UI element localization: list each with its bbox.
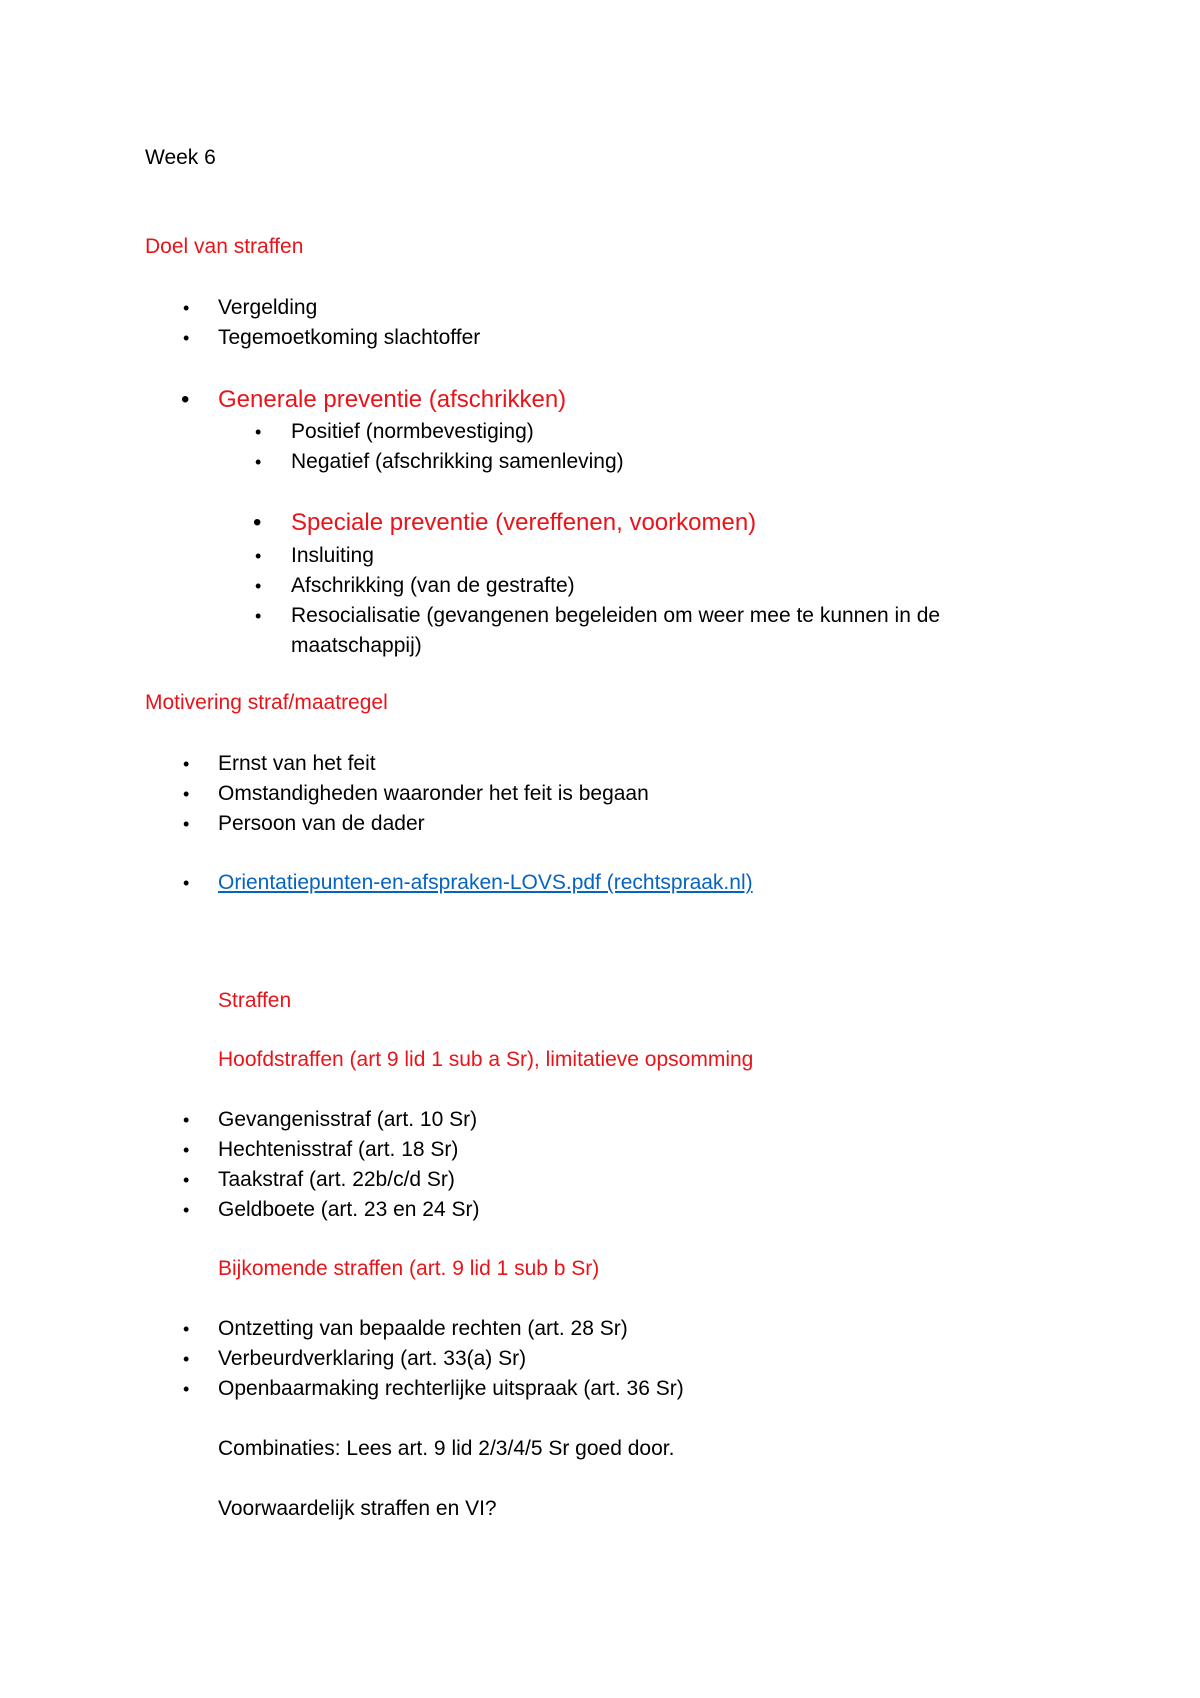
list-item: Omstandigheden waaronder het feit is begaan xyxy=(218,782,649,805)
bullet-icon: • xyxy=(253,509,262,536)
heading-hoofdstraffen: Hoofdstraffen (art 9 lid 1 sub a Sr), limitatieve opsomming xyxy=(218,1048,754,1071)
heading-bijkomende-straffen: Bijkomende straffen (art. 9 lid 1 sub b Sr) xyxy=(218,1257,600,1280)
bullet-icon: • xyxy=(183,754,190,774)
bullet-icon: • xyxy=(183,873,190,893)
bullet-icon: • xyxy=(183,1349,190,1369)
bullet-icon: • xyxy=(183,328,190,348)
lovs-pdf-link[interactable]: Orientatiepunten-en-afspraken-LOVS.pdf (rechtspraak.nl) xyxy=(218,871,753,894)
list-item: Ontzetting van bepaalde rechten (art. 28 Sr) xyxy=(218,1317,628,1340)
bullet-icon: • xyxy=(255,546,262,566)
list-item: Vergelding xyxy=(218,296,318,319)
bullet-icon: • xyxy=(181,386,190,413)
list-item: Gevangenisstraf (art. 10 Sr) xyxy=(218,1108,478,1131)
list-item: Negatief (afschrikking samenleving) xyxy=(291,450,624,473)
bullet-icon: • xyxy=(183,1140,190,1160)
bullet-icon: • xyxy=(183,1200,190,1220)
bullet-icon: • xyxy=(255,606,262,626)
list-item: Hechtenisstraf (art. 18 Sr) xyxy=(218,1138,459,1161)
bullet-icon: • xyxy=(255,576,262,596)
bullet-icon: • xyxy=(183,1319,190,1339)
bullet-icon: • xyxy=(255,422,262,442)
list-item-continuation: maatschappij) xyxy=(291,634,422,657)
week-title: Week 6 xyxy=(145,146,216,169)
bullet-icon: • xyxy=(183,814,190,834)
heading-speciale-preventie: Speciale preventie (vereffenen, voorkomen) xyxy=(291,509,757,536)
voorwaardelijk-note: Voorwaardelijk straffen en VI? xyxy=(218,1497,497,1520)
list-item: Ernst van het feit xyxy=(218,752,376,775)
bullet-icon: • xyxy=(255,452,262,472)
bullet-icon: • xyxy=(183,298,190,318)
bullet-icon: • xyxy=(183,1110,190,1130)
list-item: Tegemoetkoming slachtoffer xyxy=(218,326,481,349)
bullet-icon: • xyxy=(183,1379,190,1399)
list-item: Positief (normbevestiging) xyxy=(291,420,534,443)
list-item: Afschrikking (van de gestrafte) xyxy=(291,574,575,597)
list-item: Geldboete (art. 23 en 24 Sr) xyxy=(218,1198,480,1221)
list-item: Resocialisatie (gevangenen begeleiden om weer mee te kunnen in de xyxy=(291,604,941,627)
combinaties-note: Combinaties: Lees art. 9 lid 2/3/4/5 Sr goed door. xyxy=(218,1437,675,1460)
list-item: Persoon van de dader xyxy=(218,812,425,835)
heading-straffen: Straffen xyxy=(218,989,292,1012)
list-item: Insluiting xyxy=(291,544,374,567)
heading-motivering: Motivering straf/maatregel xyxy=(145,691,388,714)
list-item: Openbaarmaking rechterlijke uitspraak (art. 36 Sr) xyxy=(218,1377,684,1400)
bullet-icon: • xyxy=(183,784,190,804)
list-item: Taakstraf (art. 22b/c/d Sr) xyxy=(218,1168,455,1191)
heading-doel: Doel van straffen xyxy=(145,235,304,258)
heading-generale-preventie: Generale preventie (afschrikken) xyxy=(218,386,567,413)
list-item: Verbeurdverklaring (art. 33(a) Sr) xyxy=(218,1347,527,1370)
bullet-icon: • xyxy=(183,1170,190,1190)
